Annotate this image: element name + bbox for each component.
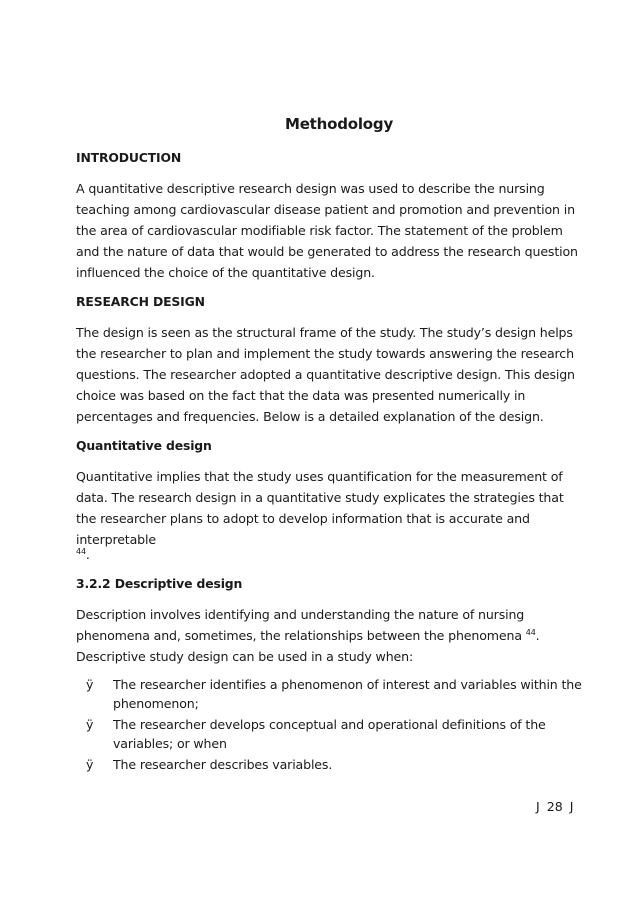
quantitative-design-heading: Quantitative design xyxy=(76,438,212,453)
descriptive-design-text-start: Description involves identifying and understanding the nature of nursing phenomena and, sometimes, the relationships between the phenomena xyxy=(76,607,526,643)
reference-period: . xyxy=(85,547,90,562)
introduction-paragraph: A quantitative descriptive research design was used to describe the nursing teaching among cardiovascular disease patient and promotion and prevention in the area of cardiovascular modifiable risk factor. The statement of the problem and the nature of data that would be generated to address the research question influenced the choice of the quantitative design. xyxy=(76,181,578,280)
list-item xyxy=(86,676,586,713)
bullet-icon: ÿ xyxy=(86,717,94,732)
quantitative-design-text: Quantitative implies that the study uses quantification for the measurement of data. The research design in a quantitative study explicates the strategies that the researcher plans to adopt to develop information that is accurate and interpretable xyxy=(76,469,564,547)
page-number: J 28 J xyxy=(536,799,574,814)
list-item-text: The researcher describes variables. xyxy=(113,757,333,772)
list-item xyxy=(86,716,586,753)
list-item-text: The researcher develops conceptual and operational definitions of the variables; or when xyxy=(113,717,546,751)
quantitative-design-reference xyxy=(76,548,586,562)
quantitative-design-paragraph xyxy=(76,466,586,550)
descriptive-design-bullet-list xyxy=(76,676,586,775)
descriptive-design-paragraph xyxy=(76,604,586,667)
page-title: Methodology xyxy=(284,115,394,133)
reference-superscript: 44 xyxy=(76,546,86,556)
bullet-icon: ÿ xyxy=(86,757,94,772)
introduction-heading: INTRODUCTION xyxy=(76,150,182,165)
descriptive-design-heading: 3.2.2 Descriptive design xyxy=(76,576,243,591)
list-item-text: The researcher identifies a phenomenon of interest and variables within the phenomenon; xyxy=(113,677,582,711)
page-content xyxy=(76,148,586,778)
bullet-icon: ÿ xyxy=(86,677,94,692)
reference-superscript: 44 xyxy=(525,627,536,637)
research-design-heading: RESEARCH DESIGN xyxy=(76,294,205,309)
descriptive-design-text-end: . Descriptive study design can be used in a study when: xyxy=(76,628,540,664)
list-item xyxy=(86,756,586,775)
research-design-paragraph: The design is seen as the structural frame of the study. The study’s design helps the researcher to plan and implement the study towards answering the research questions. The researcher adopted a quantitative descriptive design. This design choice was based on the fact that the data was presented numerically in percentages and frequencies. Below is a detailed explanation of the design. xyxy=(76,325,575,424)
